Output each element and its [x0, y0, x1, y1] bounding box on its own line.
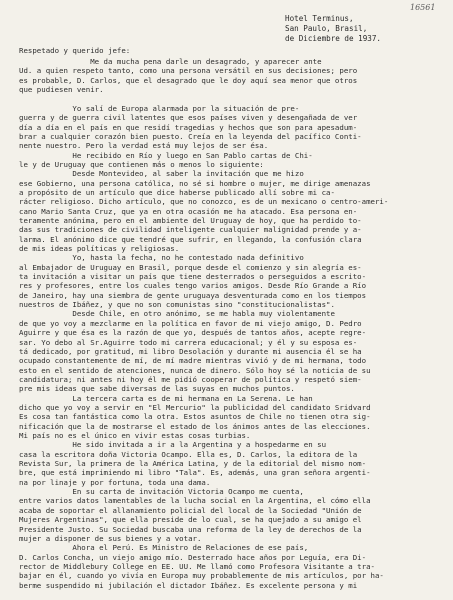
body-line: mujer a disponer de sus bienes y a votar. — [19, 533, 202, 543]
body-line: Aguirre y que ésa es la razón de que yo, después de tantos años, acepte regre- — [19, 328, 367, 338]
body-line: larma. El anónimo dice que tendré que sufrir, en llegando, la confusión clara — [19, 234, 362, 244]
body-line: rector de Middlebury College en EE. UU. Me llamó como Profesora Visitante a tra- — [19, 561, 375, 571]
body-line: Desde Chile, en otro anónimo, se me habla muy violentamente — [19, 309, 335, 319]
body-line: ta invitación a visitar un país que tiene desterrados o perseguidos a escrito- — [19, 272, 367, 281]
body-line: Ahora el Perú. Es Ministro de Relaciones de ese país, — [19, 543, 309, 553]
body-line: Presidente Justo. Su Sociedad buscaba una reforma de la ley de derechos de la — [19, 524, 362, 534]
letterhead-line-1: Hotel Terminus, — [285, 14, 354, 23]
body-line: nificación que la de mostrarse el estado de los ánimos antes de las elecciones. — [19, 421, 371, 431]
body-line: le y de Uruguay que contienen más o menos lo siguiente: — [19, 159, 264, 169]
body-line: Revista Sur, la primera de la América Latina, y de la editorial del mismo nom- — [19, 459, 367, 469]
body-line: das sus tradiciones de civilidad inteligente cualquier malignidad prende y a- — [19, 225, 362, 235]
body-line: pre mis ideas que sabe diversas de las suyas en muchos puntos. — [19, 384, 295, 394]
body-line: Es cosa tan fantástica como la otra. Estos asuntos de Chile no tienen otra sig- — [19, 412, 371, 422]
body-line: de mis ideas políticas y religiosas. — [19, 244, 180, 253]
body-line: La tercera carta es de mi hermana en La Serena. Le han — [19, 393, 313, 403]
body-line: acaba de soportar el allanamiento policial del local de la Sociedad "Unión de — [19, 505, 362, 515]
body-line: He sido invitada a ir a la Argentina y a hospedarme en su — [19, 440, 327, 450]
salutation: Respetado y querido jefe: — [19, 46, 131, 55]
body-line: Ud. a quien respeto tanto, como una persona versátil en sus decisiones; pero — [19, 66, 358, 76]
body-line: esto en el sentido de atenciones, nunca de dinero. Sólo hoy sé la noticia de su — [19, 365, 371, 375]
body-line: guerra y de guerra civil latentes que esos países viven y desengañada de ver — [19, 113, 358, 123]
body-line: al Embajador de Uruguay en Brasil, porque desde el comienzo y sin alegría es- — [19, 262, 362, 272]
body-line: He recibido en Río y luego en San Pablo cartas de Chi- — [19, 150, 313, 160]
body-line: cano Mario Santa Cruz, que ya en otra ocasión me ha atacado. Esa persona en- — [19, 206, 358, 216]
body-line: berme suspendido mi jubilación el dictador Ibáñez. Es excelente persona y mi — [19, 580, 358, 590]
body-line: día a día en el país en que residí tragedias y hechos que son para apesadum- — [19, 122, 358, 132]
body-line: En su carta de invitación Victoria Ocampo me cuenta, — [19, 487, 304, 497]
body-line: bre, que está imprimiendo mi libro "Tala". Es, además, una gran señora argenti- — [19, 468, 371, 478]
body-line: es probable, D. Carlos, que el desagrado que le doy aquí sea menor que otros — [19, 75, 358, 85]
body-line: Yo, hasta la fecha, no he contestado nada definitivo — [19, 253, 304, 263]
body-line: casa la escritora doña Victoria Ocampo. Ella es, D. Carlos, la editora de la — [19, 449, 358, 459]
body-line: Yo salí de Europa alarmada por la situación de pre- — [19, 103, 300, 113]
body-line: Mi país no es el único en vivir estas cosas turbias. — [19, 431, 251, 440]
body-line: candidatura; ni antes ni hoy él me pidió cooperar de política y respetó siem- — [19, 374, 362, 384]
body-line: tá dedicado, por gratitud, mi libro Desolación y durante mi ausencia él se ha — [19, 346, 362, 356]
body-line: Desde Montevideo, al saber la invitación que me hizo — [19, 169, 304, 179]
body-line: sar. Yo debo al Sr.Aguirre todo mi carrera educacional; y él y su esposa es- — [19, 337, 358, 347]
body-line: a propósito de un artículo que dice haberse publicado allí sobre mi ca- — [19, 187, 335, 197]
body-line: bajar en él, cuando yo vivía en Europa muy probablemente de mis artículos, por ha- — [19, 571, 384, 581]
body-line: Mujeres Argentinas", que ella preside de lo cual, se ha quejado a su amigo el — [19, 515, 362, 525]
body-line: brar a cualquier corazón bien puesto. Creía en la leyenda del pacífico Conti- — [19, 131, 362, 141]
body-line: de que yo voy a mezclarme en la política en favor de mi viejo amigo, D. Pedro — [19, 318, 362, 328]
body-line: D. Carlos Concha, un viejo amigo mío. Desterrado hace años por Leguía, era Di- — [19, 552, 367, 562]
body-line: res y profesores, entre los cuales tengo varios amigos. Desde Río Grande a Río — [19, 281, 367, 291]
body-line: de Janeiro, hay una siembra de gente uruguaya desventurada como en los tiempos — [19, 290, 367, 300]
archive-folio-number: 16561 — [410, 3, 436, 12]
body-line: rácter religioso. Dicho artículo, que no conozco, es de un mexicano o centro-ameri- — [19, 197, 389, 207]
body-line: entre varios datos lamentables de la lucha social en la Argentina, el cómo ella — [19, 496, 371, 506]
body-line: dicho que yo voy a servir en "El Mercurio" la publicidad del candidato Sridvard — [19, 402, 371, 412]
body-line: ocupado constantemente de mí, de mí madre mientras vivió y de mi hermana, todo — [19, 356, 367, 366]
body-line: nuestros de Ibáñez, y que no son comunistas sino "constitucionalistas". — [19, 300, 335, 310]
body-line: na por linaje y por fortuna, toda una dama. — [19, 477, 211, 487]
letterhead-date: de Diciembre de 1937. — [285, 34, 382, 43]
letterhead-line-2: San Paulo, Brasil, — [285, 24, 368, 33]
body-line: Me da mucha pena darle un desagrado, y aparecer ante — [19, 57, 322, 66]
body-line: que pudiesen venir. — [19, 85, 104, 94]
body-line: ese Gobierno, una persona católica, no sé si hombre o mujer, me dirige amenazas — [19, 178, 371, 188]
body-line: nente nuestro. Pero la verdad está muy lejos de ser ésa. — [19, 141, 269, 151]
body-line: teramente anónima, pero en el ambiente del Uruguay de hoy, que ha perdido to- — [19, 215, 362, 225]
